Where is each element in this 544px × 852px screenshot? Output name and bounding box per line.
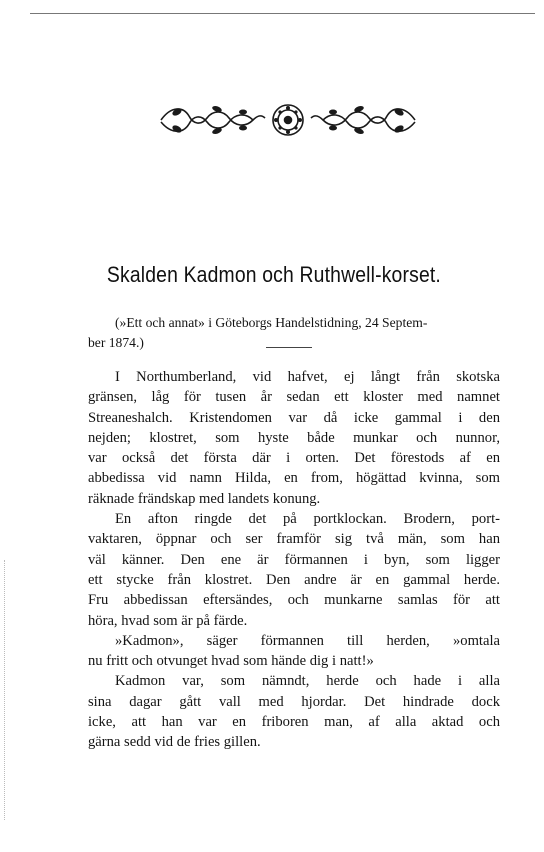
text-line: gränsen, låg för tusen år sedan ett kloster med namnet (88, 389, 500, 406)
text-line: En afton ringde det på portklockan. Brodern, port- (115, 511, 500, 528)
text-line: Fru abbedissan eftersändes, och munkarne samlas för att (88, 592, 500, 609)
article-title: Skalden Kadmon och Ruthwell-korset. (106, 262, 441, 287)
text-line: abbedissa vid namn Hilda, en from, högättad kvinna, som (88, 470, 500, 487)
text-line: »Kadmon», säger förmannen till herden, »omtala (115, 632, 500, 649)
text-line: väl känner. Den ene är förmannen i byn, som ligger (88, 551, 500, 568)
source-line-2: ber 1874.) (88, 335, 144, 350)
text-line: var också det första där i orten. Det förestods af en (88, 450, 500, 467)
text-line: I Northumberland, vid hafvet, ej långt från skotska (115, 369, 500, 385)
section-divider (266, 347, 312, 348)
text-line: icke, att han var en friboren man, af alla aktad och (88, 714, 500, 731)
text-line: nejden; klostret, som hyste både munkar och nunnor, (88, 429, 500, 446)
top-rule (30, 13, 535, 14)
text-line: vaktaren, öppnar och ser framför sig två män, som han (88, 531, 500, 548)
decorative-ornament-header (157, 100, 419, 140)
article-body (88, 367, 500, 753)
text-line: gärna sedd vid de fries gillen. (88, 734, 261, 751)
text-line: nu fritt och otvunget hvad som hände dig i natt!» (88, 653, 374, 670)
source-line-1: (»Ett och annat» i Göteborgs Handelstidning, 24 Septem- (115, 315, 428, 330)
page-edge (4, 560, 5, 820)
text-line: höra, hvad som är på färde. (88, 612, 248, 629)
text-line: Kadmon var, som nämndt, herde och hade i alla (115, 673, 500, 690)
text-line: räknade frändskap med landets konung. (88, 490, 321, 507)
text-line: sina dagar gått vall med hjordar. Det hindrade dock (88, 693, 500, 710)
text-line: Streaneshalch. Kristendomen var då icke gammal i den (88, 409, 500, 426)
text-line: ett stycke från klostret. Den andre är en gammal herde. (88, 571, 500, 588)
